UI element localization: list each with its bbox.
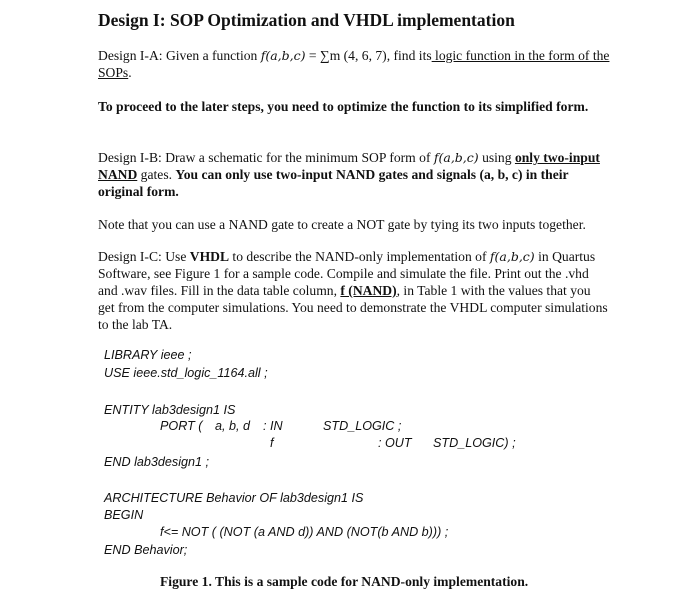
code-port-inputs: a, b, d	[215, 419, 251, 433]
code-entity: ENTITY lab3design1 IS	[104, 403, 236, 417]
design-ic-part3: , in Table 1 with the values that you get from the computer simulations. You need to demonstrate the VHDL computer simulations to the lab TA.	[98, 283, 608, 332]
code-begin: BEGIN	[104, 508, 144, 522]
code-out-keyword: : OUT	[378, 436, 412, 450]
design-ic-column: f (NAND)	[340, 283, 397, 298]
code-in-type: STD_LOGIC ;	[323, 419, 402, 433]
design-ib-paragraph	[98, 149, 610, 200]
proceed-note: To proceed to the later steps, you need to optimize the function to its simplified form.	[98, 99, 589, 114]
code-architecture: ARCHITECTURE Behavior OF lab3design1 IS	[104, 491, 364, 505]
design-ic-part1: to describe the NAND-only implementation of	[229, 249, 490, 264]
design-ia-paragraph	[98, 47, 610, 81]
design-ia-underlined: logic function in the form of the SOPs	[98, 48, 610, 80]
code-end-entity: END lab3design1 ;	[104, 455, 210, 469]
code-end-architecture: END Behavior;	[104, 543, 188, 557]
code-port-open: PORT (	[160, 419, 203, 433]
sum-symbol: ∑	[319, 48, 330, 63]
code-use: USE ieee.std_logic_1164.all ;	[104, 366, 268, 380]
design-ib-after: gates.	[137, 167, 176, 182]
page-title: Design I: SOP Optimization and VHDL implementation	[98, 10, 515, 30]
design-ia-middle: , find its	[386, 48, 432, 63]
design-ia-equals: =	[305, 48, 320, 63]
code-assignment: f<= NOT ( (NOT (a AND d)) AND (NOT(b AND b))) ;	[160, 525, 449, 539]
design-ib-middle: using	[478, 150, 515, 165]
design-ic-prefix: Design I-C: Use	[98, 249, 190, 264]
design-ia-end: .	[128, 65, 132, 80]
nand-note: Note that you can use a NAND gate to create a NOT gate by tying its two inputs together.	[98, 217, 586, 232]
code-in-keyword: : IN	[263, 419, 283, 433]
design-ic-part2: in Quartus Software, see Figure 1 for a sample code. Compile and simulate the file. Print out the .vhd and .wav files. Fill in the data table column,	[98, 249, 596, 298]
code-library: LIBRARY ieee ;	[104, 348, 192, 362]
code-port-output: f	[270, 436, 274, 450]
design-ia-prefix: Design I-A: Given a function	[98, 48, 261, 63]
design-ia-function: f(a,b,c)	[260, 48, 306, 63]
design-ia-minterms: m (4, 6, 7)	[329, 48, 387, 63]
design-ib-prefix: Design I-B: Draw a schematic for the minimum SOP form of	[98, 150, 434, 165]
code-out-type: STD_LOGIC) ;	[433, 436, 516, 450]
design-ic-paragraph	[98, 248, 610, 333]
design-ib-function: f(a,b,c)	[433, 150, 479, 165]
design-ic-function: f(a,b,c)	[489, 249, 535, 264]
design-ib-bold-tail: You can only use two-input NAND gates and signals (a, b, c) in their original form.	[98, 167, 569, 199]
figure-caption: Figure 1. This is a sample code for NAND-only implementation.	[160, 574, 529, 589]
design-ib-emphasis: only two-input NAND	[98, 150, 600, 182]
design-ic-vhdl: VHDL	[189, 249, 230, 264]
